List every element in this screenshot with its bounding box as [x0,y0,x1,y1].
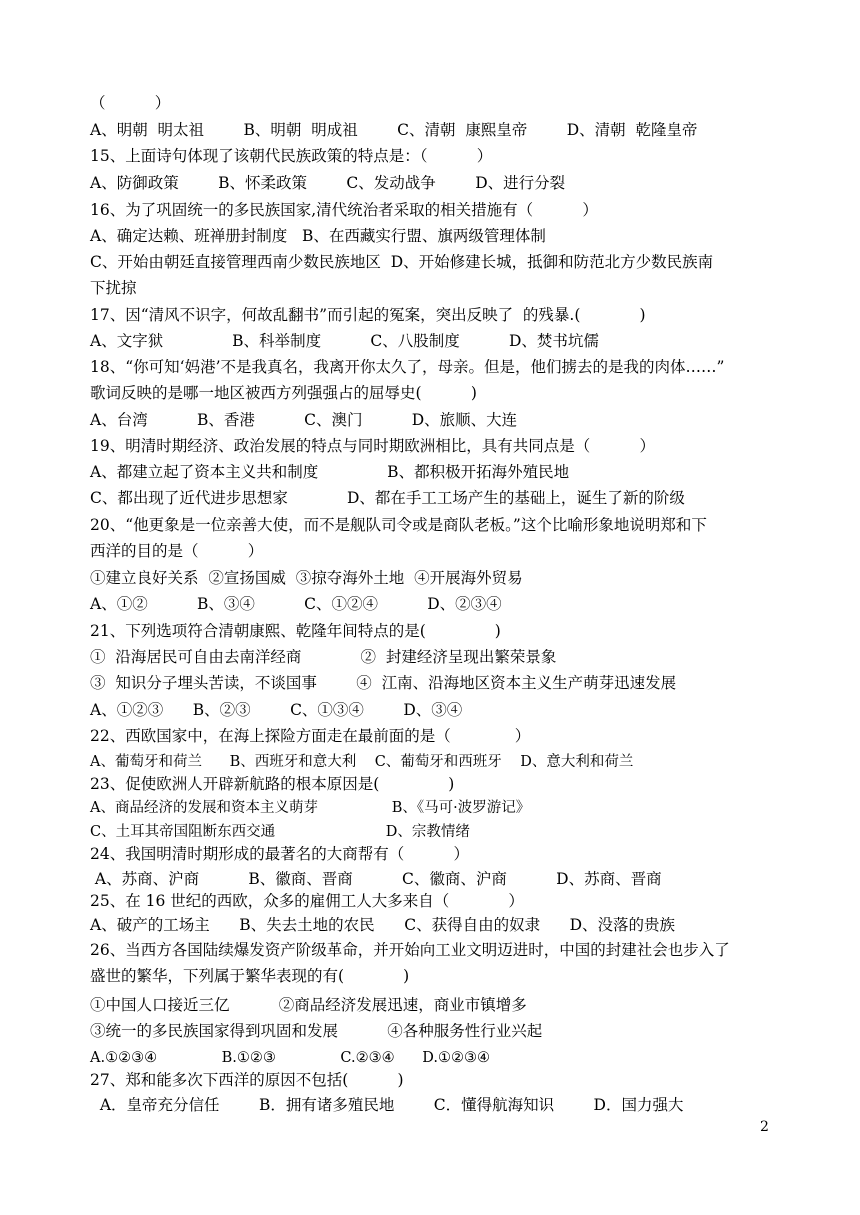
q20-stem-cont: 西洋的目的是（ ） [90,542,264,560]
q18-stem: 18、“你可知‘妈港’不是我真名，我离开你太久了，母亲。但是，他们掳去的是我的肉体……” [90,358,725,376]
q16-stem: 16、为了巩固统一的多民族国家,清代统治者采取的相关措施有（ ） [90,201,598,219]
q23-options-ab: A、商品经济的发展和资本主义萌芽 B、《马可·波罗游记》 [90,800,531,816]
q16-options-cont: 下扰掠 [90,279,137,297]
q17-options: A、文字狱 B、科举制度 C、八股制度 D、焚书坑儒 [90,332,599,350]
q21-statements-12: ① 沿海居民可自由去南洋经商 ② 封建经济呈现出繁荣景象 [90,648,557,666]
q19-stem: 19、明清时期经济、政治发展的特点与同时期欧洲相比，具有共同点是（ ） [90,437,655,455]
q16-options-cd: C、开始由朝廷直接管理西南少数民族地区 D、开始修建长城，抵御和防范北方少数民族南 [90,253,714,271]
q21-statements-34: ③ 知识分子埋头苦读，不谈国事 ④ 江南、沿海地区资本主义生产萌芽迅速发展 [90,674,677,692]
q26-stem: 26、当西方各国陆续爆发资产阶级革命，并开始向工业文明迈进时，中国的封建社会也步入了 [90,941,730,959]
q14-options: A、明朝 明太祖 B、明朝 明成祖 C、清朝 康熙皇帝 D、清朝 乾隆皇帝 [90,121,698,139]
q24-options: A、苏商、沪商 B、徽商、晋商 C、徽商、沪商 D、苏商、晋商 [90,870,662,888]
q14-blank: （ ） [90,94,171,112]
q17-stem: 17、因“清风不识字，何故乱翻书”而引起的冤案，突出反映了 的残暴.( ) [90,306,646,324]
q27-options: A．皇帝充分信任 B．拥有诸多殖民地 C．懂得航海知识 D．国力强大 [90,1096,684,1114]
q23-options-cd: C、土耳其帝国阻断东西交通 D、宗教情绪 [90,824,470,840]
q20-statements: ①建立良好关系 ②宣扬国威 ③掠夺海外土地 ④开展海外贸易 [90,569,523,587]
q26-options: A.①②③④ B.①②③ C.②③④ D.①②③④ [90,1050,490,1066]
q19-options-cd: C、都出现了近代进步思想家 D、都在手工工场产生的基础上，诞生了新的阶级 [90,489,685,507]
q22-stem: 22、西欧国家中，在海上探险方面走在最前面的是（ ） [90,727,531,745]
page-number: 2 [760,1119,769,1135]
q26-statements-12: ①中国人口接近三亿 ②商品经济发展迅速，商业市镇增多 [90,996,527,1014]
q15-options: A、防御政策 B、怀柔政策 C、发动战争 D、进行分裂 [90,174,566,192]
q18-stem-cont: 歌词反映的是哪一地区被西方列强强占的屈辱史( ) [90,384,477,402]
q24-stem: 24、我国明清时期形成的最著名的大商帮有（ ） [90,845,469,863]
q20-stem: 20、“他更象是一位亲善大使，而不是舰队司令或是商队老板。”这个比喻形象地说明郑和下 [90,516,707,534]
q16-options-ab: A、确定达赖、班禅册封制度 B、在西藏实行盟、旗两级管理体制 [90,227,546,245]
q21-stem: 21、下列选项符合清朝康熙、乾隆年间特点的是( ) [90,622,501,640]
q21-options: A、①②③ B、②③ C、①③④ D、③④ [90,701,463,719]
q25-stem: 25、在 16 世纪的西欧，众多的雇佣工人大多来自（ ） [90,892,524,910]
q20-options: A、①② B、③④ C、①②④ D、②③④ [90,595,502,613]
q19-options-ab: A、都建立起了资本主义共和制度 B、都积极开拓海外殖民地 [90,463,570,481]
q23-stem: 23、促使欧洲人开辟新航路的根本原因是( ) [90,775,455,793]
q25-options: A、破产的工场主 B、失去土地的农民 C、获得自由的奴隶 D、没落的贵族 [90,916,676,934]
q15-stem: 15、上面诗句体现了该朝代民族政策的特点是：（ ） [90,147,493,165]
q27-stem: 27、郑和能多次下西洋的原因不包括( ) [90,1071,404,1089]
q26-statements-34: ③统一的多民族国家得到巩固和发展 ④各种服务性行业兴起 [90,1022,543,1040]
q22-options: A、葡萄牙和荷兰 B、西班牙和意大利 C、葡萄牙和西班牙 D、意大利和荷兰 [90,754,634,770]
q18-options: A、台湾 B、香港 C、澳门 D、旅顺、大连 [90,411,518,429]
q26-stem-cont: 盛世的繁华，下列属于繁华表现的有( ) [90,967,410,985]
